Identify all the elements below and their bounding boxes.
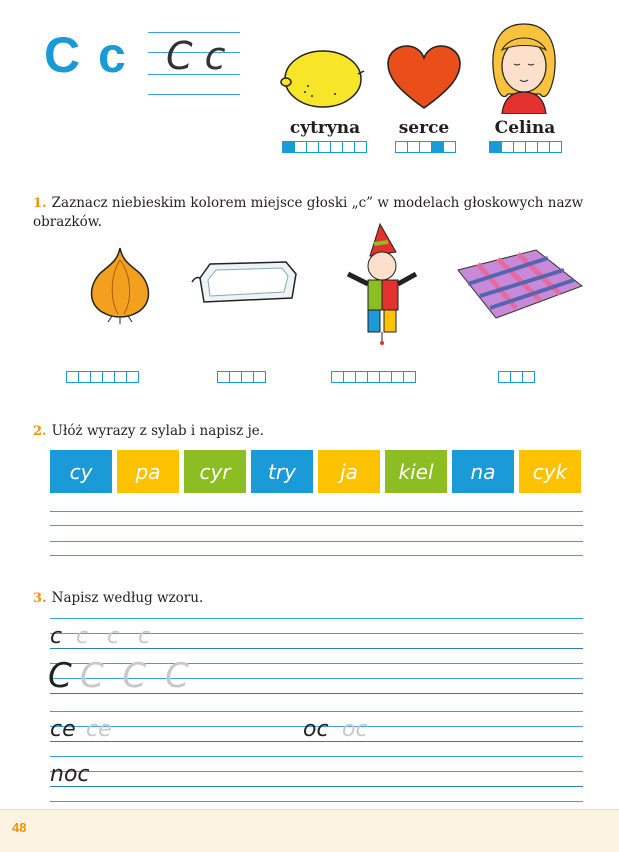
page-number: 48 bbox=[12, 820, 27, 835]
syllable-tile[interactable]: cyr bbox=[184, 450, 246, 493]
syllable-tile[interactable]: cy bbox=[50, 450, 112, 493]
hand-model-oc: oc bbox=[303, 717, 329, 742]
syllable-tile[interactable]: na bbox=[452, 450, 514, 493]
hand-model-C: C bbox=[48, 656, 72, 696]
page-footer bbox=[0, 809, 619, 852]
writing-line bbox=[50, 711, 583, 712]
sound-cell[interactable] bbox=[549, 141, 562, 153]
script-letters: C c bbox=[166, 34, 226, 78]
big-letters-heading: C c bbox=[44, 27, 128, 83]
task-3 bbox=[33, 587, 203, 606]
syllable-tile[interactable]: kiel bbox=[385, 450, 447, 493]
onion-image bbox=[84, 244, 156, 324]
writing-line bbox=[50, 786, 583, 787]
task-1 bbox=[33, 192, 593, 230]
sound-cell[interactable] bbox=[126, 371, 139, 383]
script-letters-box bbox=[148, 30, 240, 96]
clown-toy-image bbox=[344, 222, 420, 346]
syllable-tile[interactable]: try bbox=[251, 450, 313, 493]
hand-model-noc: noc bbox=[50, 762, 90, 787]
sound-model-task1-4[interactable] bbox=[498, 371, 534, 383]
task-2 bbox=[33, 420, 264, 439]
task-1-number: 1. bbox=[33, 196, 47, 211]
writing-line bbox=[50, 511, 583, 512]
label-serce: serce bbox=[398, 118, 450, 138]
sound-model-cytryna[interactable] bbox=[282, 141, 366, 153]
syllable-tile[interactable]: ja bbox=[318, 450, 380, 493]
task-1-text: Zaznacz niebieskim kolorem miejsce głoski „c” w modelach głoskowych nazw obrazków. bbox=[33, 195, 584, 230]
girl-celina-image bbox=[484, 20, 564, 114]
blanket-image bbox=[456, 248, 584, 320]
tray-image bbox=[190, 258, 302, 308]
sound-model-task1-2[interactable] bbox=[217, 371, 265, 383]
label-celina: Celina bbox=[494, 118, 556, 138]
hand-trace-oc: oc bbox=[342, 717, 368, 742]
writing-line bbox=[50, 756, 583, 757]
sound-model-serce[interactable] bbox=[395, 141, 455, 153]
task-3-text: Napisz według wzoru. bbox=[51, 590, 204, 606]
writing-line bbox=[50, 618, 583, 619]
sound-model-task1-1[interactable] bbox=[66, 371, 138, 383]
sound-cell[interactable] bbox=[354, 141, 367, 153]
sound-model-task1-3[interactable] bbox=[331, 371, 415, 383]
sound-cell[interactable] bbox=[522, 371, 535, 383]
syllable-tiles bbox=[50, 450, 581, 493]
sound-model-celina[interactable] bbox=[489, 141, 561, 153]
writing-line bbox=[50, 801, 583, 802]
writing-line bbox=[50, 541, 583, 542]
task-2-text: Ułóż wyrazy z sylab i napisz je. bbox=[51, 423, 265, 439]
heart-image bbox=[386, 44, 462, 112]
writing-line bbox=[50, 555, 583, 556]
sound-cell[interactable] bbox=[403, 371, 416, 383]
hand-trace-ce: ce bbox=[86, 717, 112, 742]
syllable-tile[interactable]: cyk bbox=[519, 450, 581, 493]
task-3-number: 3. bbox=[33, 591, 47, 606]
writing-line bbox=[50, 525, 583, 526]
task-2-number: 2. bbox=[33, 424, 47, 439]
lemon-image bbox=[280, 44, 366, 112]
sound-cell[interactable] bbox=[443, 141, 456, 153]
hand-model-ce: ce bbox=[50, 717, 76, 742]
hand-trace-c: c c c bbox=[76, 624, 157, 649]
writing-line bbox=[50, 771, 583, 772]
sound-cell[interactable] bbox=[253, 371, 266, 383]
hand-model-c: c bbox=[50, 624, 63, 649]
hand-trace-C: C C C bbox=[80, 656, 193, 696]
syllable-tile[interactable]: pa bbox=[117, 450, 179, 493]
label-cytryna: cytryna bbox=[289, 118, 361, 138]
